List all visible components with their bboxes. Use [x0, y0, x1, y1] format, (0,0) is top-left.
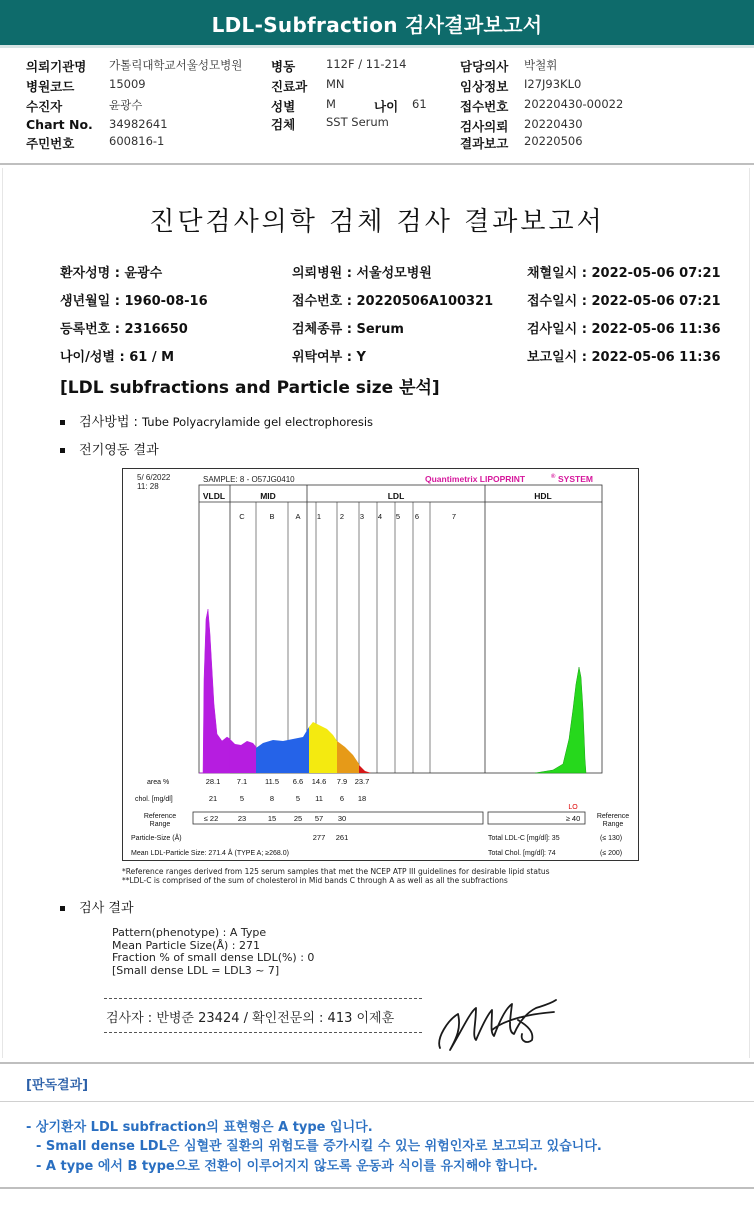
subband-label: 4 — [377, 512, 383, 521]
collection-date: 채혈일시 : 2022-05-06 07:21 — [527, 266, 721, 281]
order-info — [0, 52, 754, 164]
subband-label: 6 — [414, 512, 420, 521]
sex-value: M — [326, 97, 336, 111]
header-title: LDL-Subfraction 검사결과보고서 — [211, 13, 543, 37]
signature-icon — [432, 990, 562, 1056]
ref-label: Reference — [143, 813, 177, 820]
institution-value: 가톨릭대학교서울성모병원 — [109, 58, 243, 72]
band-label: VLDL — [202, 491, 226, 501]
area-value: 11.5 — [264, 777, 280, 786]
judgement-line: - A type 에서 B type으로 전환이 이루어지지 않도록 운동과 식이를 유지해야 합니다. — [36, 1159, 538, 1174]
ref-label: Range — [149, 821, 171, 828]
inspector: 검사자 : 반병준 23424 / 확인전문의 : 413 이제훈 — [106, 1011, 395, 1026]
report-date-value: 20220506 — [524, 134, 583, 148]
hospital-code-label: 병원코드 — [26, 79, 75, 94]
resident-value: 600816-1 — [109, 134, 165, 148]
age-sex: 나이/성별 : 61 / M — [60, 350, 175, 365]
particle-label: Particle-Size (Å) — [131, 835, 182, 842]
area-label: area % — [147, 779, 170, 786]
report-date: 보고일시 : 2022-05-06 11:36 — [527, 350, 721, 365]
area-value: 28.1 — [205, 777, 221, 786]
ref-value: 57 — [314, 814, 324, 823]
method-value: Tube Polyacrylamide gel electrophoresis — [142, 415, 374, 429]
examinee-value: 윤광수 — [109, 98, 143, 112]
result-label: 검사 결과 — [79, 901, 134, 916]
subband-label: 7 — [451, 512, 457, 521]
result-line: [Small dense LDL = LDL3 ~ 7] — [112, 963, 280, 977]
mid-peak — [256, 727, 309, 773]
ref-value: 15 — [267, 814, 277, 823]
section-title: [LDL subfractions and Particle size 분석] — [60, 378, 440, 398]
chart-time: 11: 28 — [137, 482, 159, 491]
subband-label: 2 — [339, 512, 345, 521]
ref-hdl-value: ≥ 40 — [565, 814, 581, 823]
bullet-icon — [60, 906, 65, 911]
plot-frame — [199, 485, 602, 773]
chol-value: 18 — [357, 794, 367, 803]
specimen-type: 검체종류 : Serum — [292, 322, 404, 337]
birth-date: 생년월일 : 1960-08-16 — [60, 294, 208, 309]
patient-name: 환자성명 : 윤광수 — [60, 266, 163, 281]
chart-footnote — [122, 867, 550, 885]
total-chol-ref: (≤ 200) — [600, 850, 623, 857]
receipt-date: 접수일시 : 2022-05-06 07:21 — [527, 294, 721, 309]
registration-no: 등록번호 : 2316650 — [60, 322, 188, 337]
band-label: LDL — [387, 491, 405, 501]
judgement-line: - Small dense LDL은 심혈관 질환의 위험도를 증가시킬 수 있는 위험인자로 보고되고 있습니다. — [36, 1139, 602, 1154]
dept-label: 진료과 — [271, 79, 308, 94]
subband-label: B — [269, 512, 275, 521]
chart-sample: SAMPLE: 8 - O57JG0410 — [203, 475, 295, 484]
report-date-label: 결과보고 — [460, 136, 509, 151]
electrophoresis-chart — [123, 469, 640, 862]
chart-date: 5/ 6/2022 — [137, 473, 171, 482]
chol-value: 5 — [295, 794, 301, 803]
consignment: 위탁여부 : Y — [292, 350, 366, 365]
age-value: 61 — [412, 97, 427, 111]
total-chol: Total Chol. [mg/dl]: 74 — [488, 850, 556, 857]
method-label: 검사방법 : — [79, 415, 138, 430]
mid-c-peak — [230, 739, 258, 773]
judgement-line: - 상기환자 LDL subfraction의 표현형은 A type 입니다. — [26, 1120, 373, 1135]
subband-label: 1 — [316, 512, 322, 521]
result-line: Fraction % of small dense LDL(%) : 0 — [112, 951, 315, 964]
report-header — [0, 0, 754, 48]
chol-label: chol. [mg/dl] — [135, 796, 173, 803]
lo-flag: LO — [568, 804, 578, 811]
receipt-value: 20220430-00022 — [524, 97, 624, 111]
band-label: HDL — [534, 491, 552, 501]
ldl3-peak — [359, 765, 371, 773]
receipt-number: 접수번호 : 20220506A100321 — [292, 294, 494, 309]
area-value: 14.6 — [311, 777, 327, 786]
footnote-line: *Reference ranges derived from 125 serum samples that met the NCEP ATP III guidelines for desirable lipid status — [122, 867, 550, 876]
institution-label: 의뢰기관명 — [26, 59, 87, 74]
ref-value: 23 — [237, 814, 247, 823]
subband-label: 5 — [395, 512, 401, 521]
divider — [0, 1062, 754, 1064]
area-value: 23.7 — [354, 777, 370, 786]
hospital-code-value: 15009 — [109, 77, 146, 91]
resident-label: 주민번호 — [26, 136, 75, 151]
result-details — [112, 927, 314, 977]
chol-value: 11 — [315, 794, 323, 803]
result-line: Pattern(phenotype) : A Type — [112, 926, 267, 939]
chol-value: 6 — [339, 794, 345, 803]
particle-value: 261 — [335, 833, 349, 842]
chol-value: 21 — [208, 794, 218, 803]
bullet-icon — [60, 420, 65, 425]
footnote-line: **LDL-C is comprised of the sum of cholesterol in Mid bands C through A as well as all the subfractions — [122, 876, 508, 885]
band-label: MID — [260, 491, 276, 501]
ward-value: 112F / 11-214 — [326, 57, 407, 71]
chol-value: 8 — [269, 794, 275, 803]
judgement-title: [판독결과] — [26, 1078, 89, 1093]
test-date: 검사일시 : 2022-05-06 11:36 — [527, 322, 721, 337]
mean-size: Mean LDL-Particle Size: 271.4 Å (TYPE A; ≥268.0) — [131, 850, 289, 857]
subband-label: 3 — [359, 512, 365, 521]
subband-label: C — [239, 512, 245, 521]
divider — [104, 1032, 422, 1033]
ldl2-peak — [337, 741, 361, 773]
method-row — [60, 411, 373, 430]
dept-value: MN — [326, 77, 345, 91]
hdl-peak — [535, 667, 586, 773]
area-value: 6.6 — [292, 777, 304, 786]
specimen-label: 검체 — [271, 117, 296, 132]
request-label: 검사의뢰 — [460, 119, 509, 134]
vldl-peak — [199, 609, 230, 773]
ldl1-peak — [309, 722, 337, 773]
particle-value: 277 — [312, 833, 326, 842]
receipt-label: 접수번호 — [460, 99, 509, 114]
result-row — [60, 897, 134, 916]
ref-right-label: Reference — [596, 813, 630, 820]
report-title: 진단검사의학 검체 검사 결과보고서 — [149, 207, 605, 237]
bullet-icon — [60, 448, 65, 453]
total-ldl: Total LDL-C [mg/dl]: 35 — [488, 835, 560, 842]
lipoprint-chart — [122, 468, 639, 861]
chart-system-mark: ® — [551, 474, 556, 480]
ref-right-label: Range — [602, 821, 624, 828]
examinee-label: 수진자 — [26, 99, 63, 114]
ref-value: ≤ 22 — [203, 814, 219, 823]
divider — [104, 998, 422, 999]
ref-value: 30 — [337, 814, 347, 823]
ward-label: 병동 — [271, 59, 296, 74]
chart-system: Quantimetrix LIPOPRINT — [425, 474, 526, 484]
chol-value: 5 — [239, 794, 245, 803]
subband-label: A — [295, 512, 301, 521]
electrophoresis-label: 전기영동 결과 — [79, 443, 159, 458]
doctor-label: 담당의사 — [460, 59, 509, 74]
clinical-value: I27J93KL0 — [524, 77, 582, 91]
requesting-hospital: 의뢰병원 : 서울성모병원 — [292, 266, 432, 281]
total-ldl-ref: (≤ 130) — [600, 835, 623, 842]
result-line: Mean Particle Size(Å) : 271 — [112, 938, 260, 952]
clinical-label: 임상정보 — [460, 79, 509, 94]
divider — [0, 163, 754, 165]
area-value: 7.9 — [336, 777, 348, 786]
doctor-value: 박철휘 — [524, 58, 558, 72]
electrophoresis-row — [60, 439, 159, 458]
divider — [0, 1187, 754, 1189]
age-label: 나이 — [374, 99, 399, 114]
divider — [0, 1101, 754, 1102]
specimen-value: SST Serum — [326, 115, 389, 129]
chart-no-value: 34982641 — [109, 117, 168, 131]
chart-system-suffix: SYSTEM — [558, 474, 593, 484]
request-value: 20220430 — [524, 117, 583, 131]
area-value: 7.1 — [236, 777, 248, 786]
ref-value: 25 — [293, 814, 303, 823]
chart-no-label: Chart No. — [26, 117, 93, 132]
sex-label: 성별 — [271, 99, 296, 114]
